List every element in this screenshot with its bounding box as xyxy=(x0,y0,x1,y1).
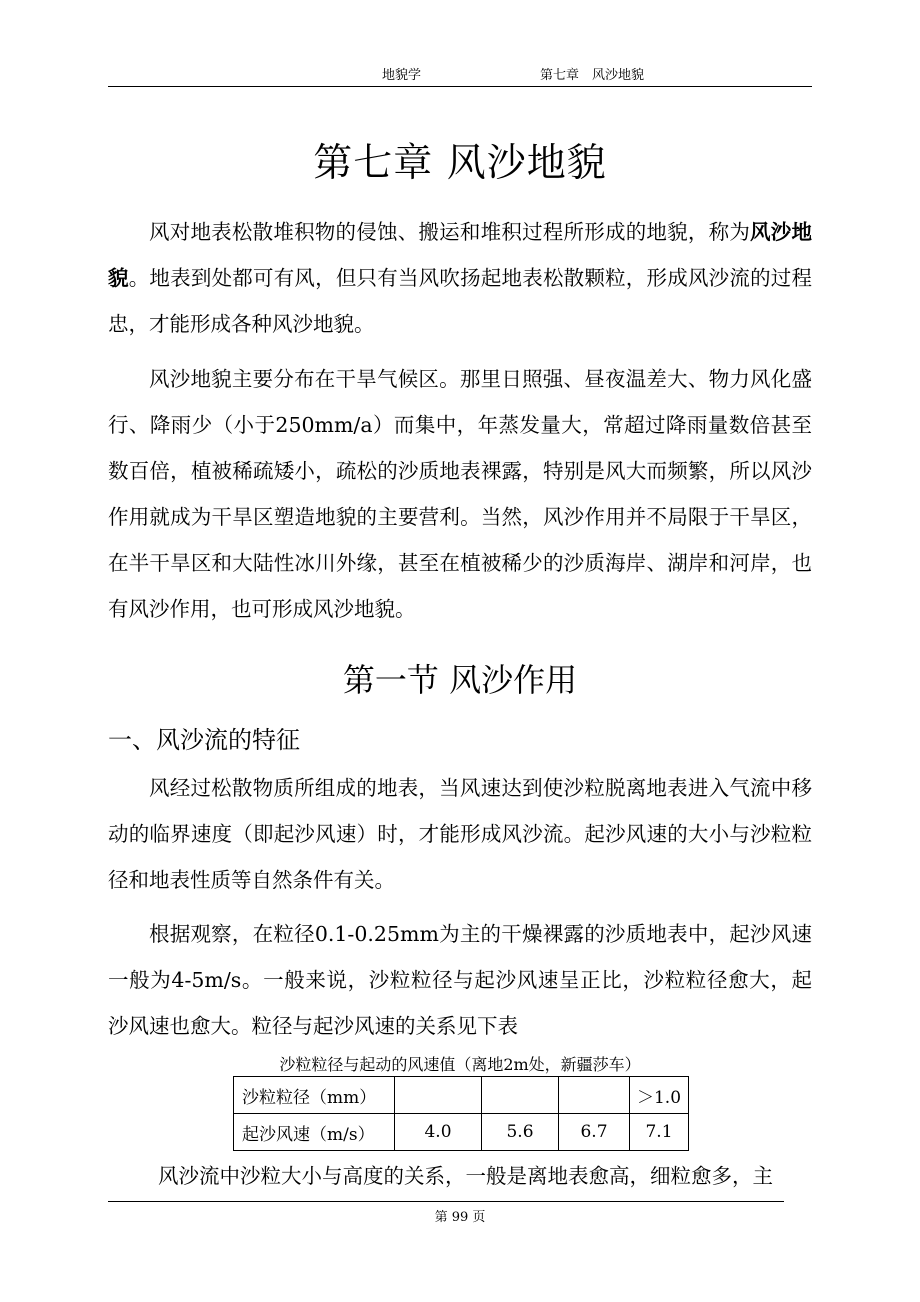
table-cell xyxy=(482,1077,559,1114)
footer-rule xyxy=(108,1201,784,1202)
paragraph-intro-post: 。地表到处都可有风，但只有当风吹扬起地表松散颗粒，形成风沙流的过程忠，才能形成各种风沙地貌。 xyxy=(108,266,813,336)
header-chapter-title: 第七章 风沙地貌 xyxy=(540,68,645,83)
paragraph-observation: 根据观察，在粒径0.1-0.25mm为主的干燥裸露的沙质地表中，起沙风速一般为4-5m/s。一般来说，沙粒粒径与起沙风速呈正比，沙粒粒径愈大，起沙风速也愈大。粒径与起沙风速的关系见下表 xyxy=(108,922,812,1038)
subsection-title: 一、风沙流的特征 xyxy=(108,726,300,754)
section-title: 第一节 风沙作用 xyxy=(342,661,578,699)
paragraph-intro-pre: 风对地表松散堆积物的侵蚀、搬运和堆积过程所形成的地貌，称为 xyxy=(149,220,751,244)
table-cell: 5.6 xyxy=(482,1114,559,1151)
table-cell xyxy=(395,1077,482,1114)
table-cell: ＞1.0 xyxy=(630,1077,689,1114)
chapter-title: 第七章 风沙地貌 xyxy=(313,141,607,186)
paragraph-intro xyxy=(108,209,812,347)
table-row xyxy=(234,1114,689,1151)
header-rule xyxy=(108,86,812,87)
table-row-label: 沙粒粒径（mm） xyxy=(234,1077,395,1114)
grain-size-wind-speed-table xyxy=(233,1076,689,1151)
paragraph-intro-term: 风沙地貌 xyxy=(108,220,812,290)
table-row-label: 起沙风速（m/s） xyxy=(234,1114,395,1151)
page-number: 第 99 页 xyxy=(434,1210,486,1225)
paragraph-distribution: 风沙地貌主要分布在干旱气候区。那里日照强、昼夜温差大、物力风化盛行、降雨少（小于250mm/a）而集中，年蒸发量大，常超过降雨量数倍甚至数百倍，植被稀疏矮小，疏松的沙质地表裸露，特别是风大而频繁，所以风沙作用就成为干旱区塑造地貌的主要营利。当然，风沙作用并不局限于干旱区，在半干旱区和大陆性冰川外缘，甚至在植被稀少的沙质海岸、湖岸和河岸，也有风沙作用，也可形成风沙地貌。 xyxy=(108,367,812,621)
table-cell: 6.7 xyxy=(559,1114,630,1151)
header-book-title: 地貌学 xyxy=(382,68,422,83)
table-row xyxy=(234,1077,689,1114)
table-cell: 4.0 xyxy=(395,1114,482,1151)
page-header xyxy=(108,64,812,84)
table-caption: 沙粒粒径与起动的风速值（离地2m处，新疆莎车） xyxy=(279,1055,641,1074)
table-cell: 7.1 xyxy=(630,1114,689,1151)
paragraph-height-relation: 风沙流中沙粒大小与高度的关系，一般是离地表愈高，细粒愈多，主 xyxy=(158,1164,773,1188)
paragraph-sand-flow: 风经过松散物质所组成的地表，当风速达到使沙粒脱离地表进入气流中移动的临界速度（即起沙风速）时，才能形成风沙流。起沙风速的大小与沙粒粒径和地表性质等自然条件有关。 xyxy=(108,776,812,892)
table-cell xyxy=(559,1077,630,1114)
